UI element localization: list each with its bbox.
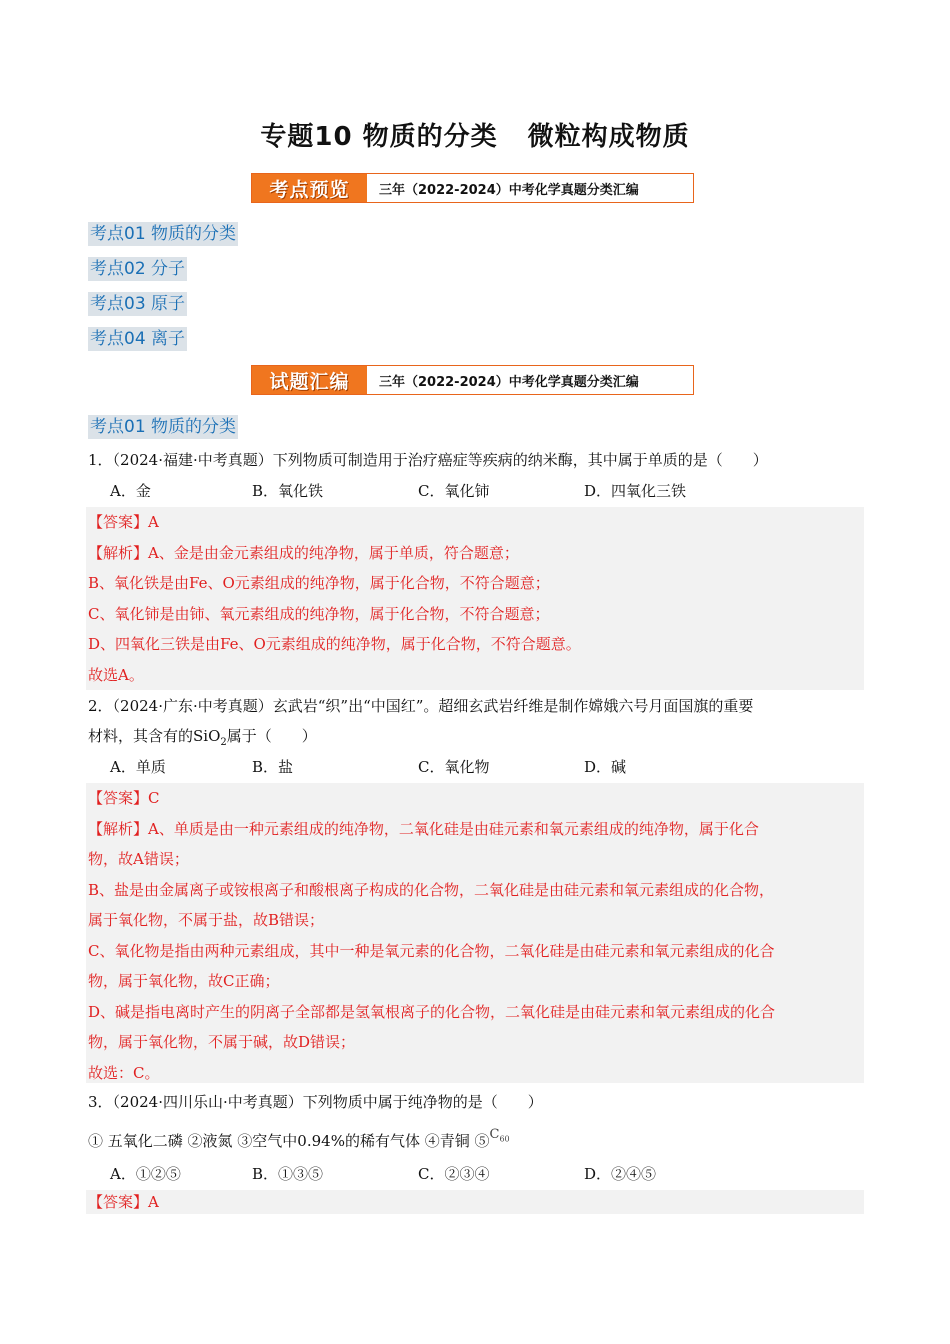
question-2-stem-line1: 2．（2024·广东·中考真题）玄武岩“织”出“中国红”。超细玄武岩纤维是制作嫦娥六号月面国旗的重要 <box>88 697 754 715</box>
question-3-items <box>88 1126 863 1163</box>
question-1-stem: 1．（2024·福建·中考真题）下列物质可制造用于治疗癌症等疾病的纳米酶，其中属于单质的是（ ） <box>88 451 768 469</box>
answer-line: 【答案】A <box>88 1193 159 1211</box>
page-title <box>0 116 950 153</box>
section-heading: 考点01 物质的分类 <box>90 417 237 437</box>
analysis-line: 故选：C。 <box>88 1063 160 1082</box>
exercises-banner <box>251 365 694 395</box>
title-part1: 专题10 物质的分类 <box>260 122 498 152</box>
question-3-stem: 3．（2024·四川乐山·中考真题）下列物质中属于纯净物的是（ ） <box>88 1093 543 1111</box>
option-d: D．碱 <box>584 758 627 776</box>
toc-link-2[interactable]: 考点02 分子 <box>90 259 186 279</box>
question-1-options <box>110 476 830 506</box>
question-3-options <box>110 1159 830 1189</box>
analysis-line: 【解析】A、单质是由一种元素组成的纯净物，二氧化硅是由硅元素和氧元素组成的纯净物，属于化合 <box>88 819 759 838</box>
banner-subtitle: 三年（2022-2024）中考化学真题分类汇编 <box>379 182 639 198</box>
analysis-line: 物，故A错误； <box>88 850 189 868</box>
option-c: C．氧化铈 <box>418 482 490 500</box>
option-c: C．②③④ <box>418 1165 490 1183</box>
analysis-line: 故选A。 <box>88 665 144 684</box>
stem-text: 材料，其含有的SiO <box>88 727 221 745</box>
analysis-line: D、四氧化三铁是由Fe、O元素组成的纯净物，属于化合物，不符合题意。 <box>88 635 581 653</box>
option-a: A．①②⑤ <box>110 1165 181 1183</box>
question-3-answer-block <box>86 1190 864 1214</box>
question-2-options <box>110 752 830 782</box>
stem-text: 属于（ ） <box>226 727 317 745</box>
banner-subtitle: 三年（2022-2024）中考化学真题分类汇编 <box>379 374 639 390</box>
question-2-answer-block <box>86 783 864 1083</box>
c60-subscript: 60 <box>499 1134 510 1144</box>
toc-link-3[interactable]: 考点03 原子 <box>90 294 186 314</box>
analysis-line: 物，属于氧化物，不属于碱，故D错误； <box>88 1033 356 1051</box>
option-a: A．单质 <box>110 758 166 776</box>
option-b: B．盐 <box>252 758 294 776</box>
option-c: C．氧化物 <box>418 758 490 776</box>
analysis-line: 物，属于氧化物，故C正确； <box>88 972 280 990</box>
question-1-answer-block <box>86 507 864 690</box>
subscript: 2 <box>220 737 227 748</box>
analysis-line: 属于氧化物，不属于盐，故B错误； <box>88 911 325 929</box>
analysis-line: C、氧化铈是由铈、氧元素组成的纯净物，属于化合物，不符合题意； <box>88 604 550 623</box>
analysis-line: B、氧化铁是由Fe、O元素组成的纯净物，属于化合物，不符合题意； <box>88 574 550 592</box>
option-d: D．②④⑤ <box>584 1165 657 1183</box>
analysis-line: B、盐是由金属离子或铵根离子和酸根离子构成的化合物，二氧化硅是由硅元素和氧元素组成的化合物， <box>88 880 775 899</box>
option-d: D．四氧化三铁 <box>584 482 687 500</box>
banner-tag: 试题汇编 <box>252 366 367 394</box>
c60-formula <box>490 1120 510 1155</box>
answer-line: 【答案】C <box>88 789 160 807</box>
option-a: A．金 <box>110 482 151 500</box>
title-part2: 微粒构成物质 <box>527 122 690 152</box>
option-b: B．①③⑤ <box>252 1165 324 1183</box>
analysis-line: D、碱是指电离时产生的阴离子全部都是氢氧根离子的化合物，二氧化硅是由硅元素和氧元素组成的化合 <box>88 1002 776 1021</box>
toc-link-4[interactable]: 考点04 离子 <box>90 329 186 349</box>
c60-base: C <box>489 1127 500 1142</box>
preview-banner <box>251 173 694 203</box>
answer-line: 【答案】A <box>88 513 159 531</box>
option-b: B．氧化铁 <box>252 482 324 500</box>
analysis-line: 【解析】A、金是由金元素组成的纯净物，属于单质，符合题意； <box>88 543 519 562</box>
items-text: ① 五氧化二磷 ②液氮 ③空气中0.94%的稀有气体 ④青铜 ⑤ <box>88 1132 490 1150</box>
toc-link-1[interactable]: 考点01 物质的分类 <box>90 224 237 244</box>
analysis-line: C、氧化物是指由两种元素组成，其中一种是氧元素的化合物，二氧化硅是由硅元素和氧元素组成的化合 <box>88 941 775 960</box>
banner-tag: 考点预览 <box>252 174 367 202</box>
